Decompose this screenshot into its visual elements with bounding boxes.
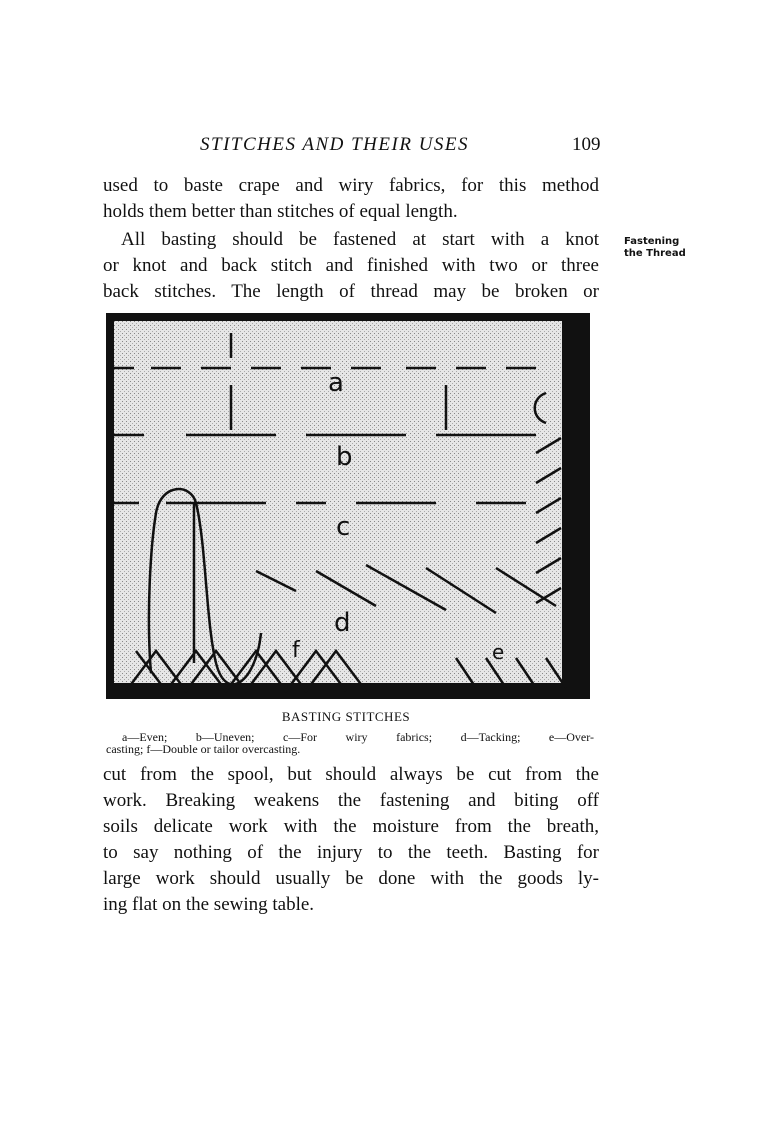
- label-e: e: [492, 640, 505, 664]
- side-note: [624, 236, 686, 260]
- stitch-illustration: [106, 313, 590, 699]
- text-line: large work should usually be done with the goods ly-: [103, 868, 599, 889]
- text-line: cut from the spool, but should always be cut from the: [103, 764, 599, 785]
- label-b: b: [336, 442, 353, 472]
- label-c: c: [336, 512, 351, 542]
- caption-line: casting; f—Double or tailor overcasting.: [106, 742, 301, 756]
- basting-stitches-figure: [106, 313, 590, 704]
- text-line: All basting should be fastened at start with a knot: [121, 229, 599, 250]
- side-note-line: the Thread: [624, 248, 686, 259]
- label-a: a: [328, 368, 344, 398]
- figure-title: BASTING STITCHES: [281, 709, 411, 724]
- page-number: 109: [572, 134, 601, 155]
- text-line: holds them better than stitches of equal length.: [103, 201, 458, 222]
- text-line: or knot and back stitch and finished with two or three: [103, 255, 599, 276]
- caption-line: a—Even; b—Uneven; c—For wiry fabrics; d—Tacking; e—Over-: [122, 730, 594, 744]
- running-header: STITCHES AND THEIR USES: [200, 134, 470, 155]
- text-line: back stitches. The length of thread may be broken or: [103, 281, 599, 302]
- label-d: d: [334, 608, 351, 638]
- text-line: work. Breaking weakens the fastening and biting off: [103, 790, 599, 811]
- text-line: soils delicate work with the moisture from the breath,: [103, 816, 599, 837]
- text-line: used to baste crape and wiry fabrics, for this method: [103, 175, 599, 196]
- text-line: to say nothing of the injury to the teeth. Basting for: [103, 842, 599, 863]
- side-note-line: Fastening: [624, 236, 680, 247]
- label-f: f: [292, 638, 300, 663]
- figure-caption: [106, 731, 594, 755]
- text-line: ing flat on the sewing table.: [103, 894, 315, 915]
